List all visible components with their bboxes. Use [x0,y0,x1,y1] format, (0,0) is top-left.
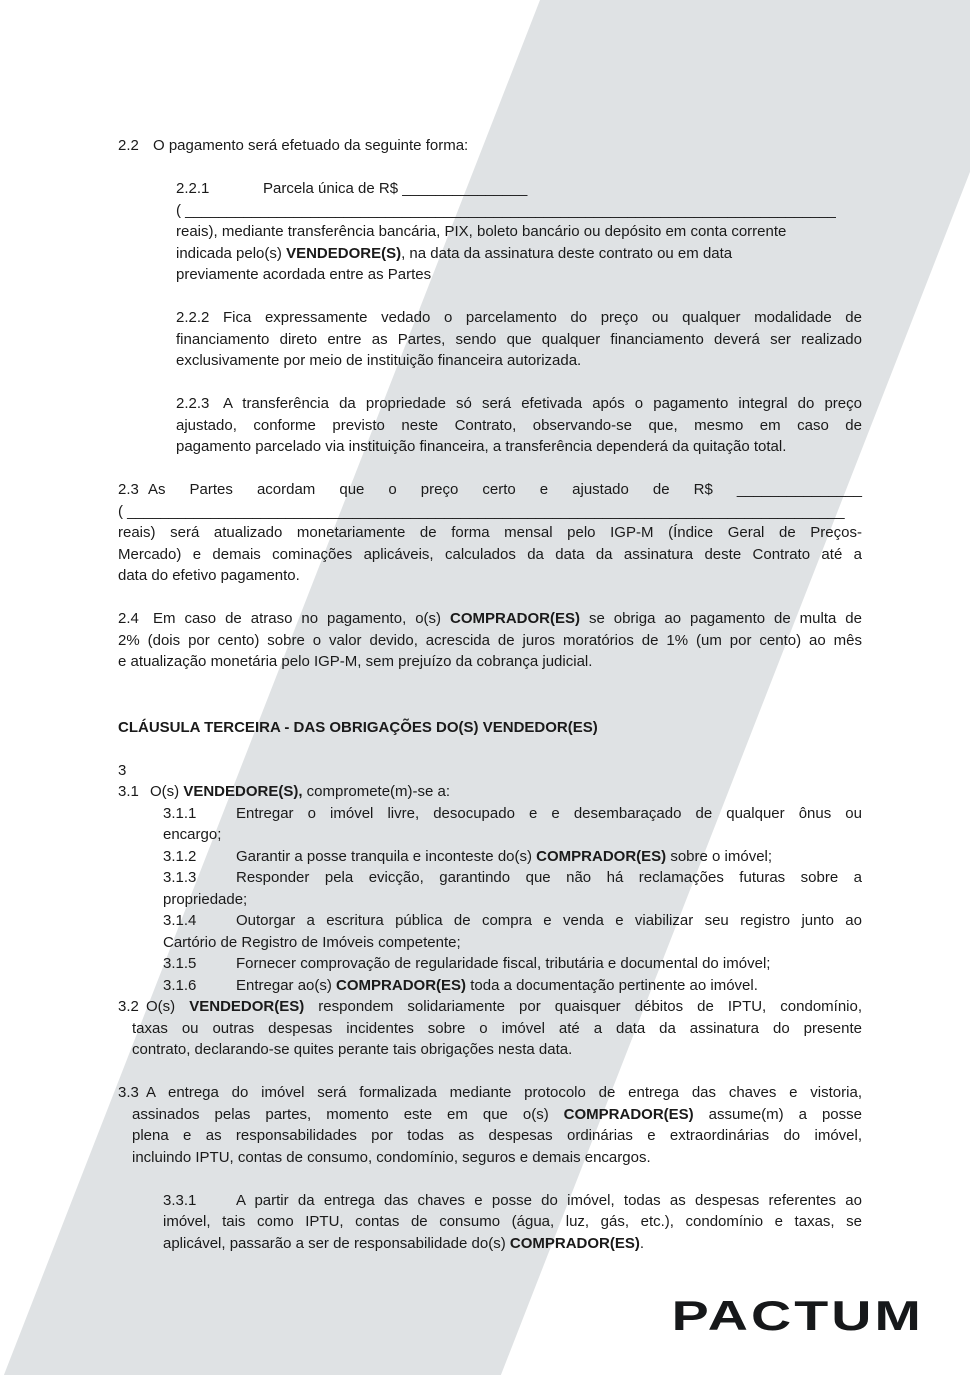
clause-number: 3.1.2 [163,847,197,865]
text-line: 3.1.5 Fornecer comprovação de regularidade fiscal, tributária e documental do imóvel; [163,953,862,975]
emphasis-text: COMPRADOR(ES) [509,1234,640,1252]
clause-2-2-3 [176,393,862,458]
text-line: 3 [118,761,127,779]
clause-number: 2.2.3 [176,395,210,412]
clause-2-2-1 [176,178,862,286]
clause-number: 3.3.1 [163,1191,197,1209]
clause-number: 3.1 [118,783,139,800]
text-line: 3.3.1 A partir da entrega das chaves e posse do imóvel, todas as despesas referentes ao [163,1190,862,1212]
text-line: taxas ou outras despesas incidentes sobre o imóvel até a data da assinatura do presente [132,1019,862,1037]
clause-number: 2.3 [118,481,139,498]
clause-number: 3.1.6 [163,976,197,994]
clause-3-1-2 [163,846,862,868]
text-line: previamente acordada entre as Partes [176,266,432,283]
emphasis-text: COMPRADOR(ES) [536,847,667,865]
text-line: 3.1.4 Outorgar a escritura pública de compra e venda e viabilizar seu registro junto ao [163,910,862,932]
emphasis-text: VENDEDORE(S), [183,783,303,800]
clause-number: 2.2 [118,137,139,154]
clause-3-heading [118,717,862,739]
text-line: 2.3 As Partes acordam que o preço certo e ajustado de R$ _______________ [118,479,862,501]
clause-3-1-6 [163,975,862,997]
emphasis-text: VENDEDOR(ES) [189,998,305,1015]
clause-3-1-4 [163,910,862,953]
text-line: imóvel, tais como IPTU, contas de consumo (água, luz, gás, etc.), condomínio e taxas, se [163,1213,862,1230]
text-line: 2.2 O pagamento será efetuado da seguinte forma: [118,135,862,157]
text-line: 3.1.2 Garantir a posse tranquila e inconteste do(s) COMPRADOR(ES) sobre o imóvel; [163,846,862,868]
clause-3-1-3 [163,867,862,910]
clause-2-2-2 [176,307,862,372]
text-line: financiamento direto entre as Partes, sendo que qualquer financiamento deverá ser realizado [176,330,862,348]
clause-number: 3.1.3 [163,869,197,886]
text-line: 2.2.1 Parcela única de R$ _______________ [176,178,862,200]
clause-3-1-5 [163,953,862,975]
clause-number: 3.1.1 [163,804,197,822]
text-line: propriedade; [163,890,248,908]
text-line: 3.2 O(s) VENDEDOR(ES) respondem solidariamente por quaisquer débitos de IPTU, condomínio, [132,996,862,1018]
text-line: 2.2.3 A transferência da propriedade só será efetivada após o pagamento integral do preço [176,393,862,415]
clause-3-1 [118,781,862,803]
emphasis-text: COMPRADOR(ES) [336,976,467,994]
text-line: 3.3 A entrega do imóvel será formalizada mediante protocolo de entrega das chaves e vistoria, [132,1082,862,1104]
text-line: 2.2.2 Fica expressamente vedado o parcelamento do preço ou qualquer modalidade de [176,307,862,329]
emphasis-text: VENDEDORE(S) [286,244,402,262]
clause-number: 3.2 [118,998,139,1015]
clause-3-1-1 [163,803,862,846]
emphasis-text: COMPRADOR(ES) [449,610,580,627]
text-line: Mercado) e demais cominações aplicáveis, calculados da data da assinatura deste Contrato até a [118,545,862,563]
clause-number: 3.1.4 [163,912,197,929]
text-line: Cartório de Registro de Imóveis competente; [163,933,461,951]
clause-2-2 [118,135,862,157]
clause-3-3 [118,1082,862,1168]
text-line: 3.1 O(s) VENDEDORE(S), compromete(m)-se a: [118,781,862,803]
text-line: contrato, declarando-se quites perante tais obrigações nesta data. [132,1041,573,1058]
emphasis-text: COMPRADOR(ES) [563,1105,694,1123]
text-line: ajustado, conforme previsto neste Contrato, observando-se que, mesmo em caso de [176,416,862,434]
text-line: 2% (dois por cento) sobre o valor devido, acrescida de juros moratórios de 1% (um por cento) ao mês [118,631,862,649]
text-line: indicada pelo(s) VENDEDORE(S), na data da assinatura deste contrato ou em data [176,244,733,262]
clause-number: 2.4 [118,610,139,627]
text-line: ( ______________________________________________________________________________ [176,201,836,219]
clause-2-4 [118,608,862,673]
text-line: ( ______________________________________________________________________________________ [118,502,845,520]
clause-number: 2.2.2 [176,309,210,326]
text-line: assinados pelas partes, momento este em que o(s) COMPRADOR(ES) assume(m) a posse [132,1105,862,1123]
clause-number: 3.3 [118,1084,139,1101]
clause-3-number [118,760,862,782]
text-line: 3.1.3 Responder pela evicção, garantindo que não há reclamações futuras sobre a [163,867,862,889]
text-line: reais) será atualizado monetariamente de forma mensal pelo IGP-M (Índice Geral de Preços- [118,524,862,541]
text-line: reais), mediante transferência bancária, PIX, boleto bancário ou depósito em conta corrente [176,223,787,240]
clause-3-3-1 [163,1190,862,1255]
text-line: aplicável, passarão a ser de responsabilidade do(s) COMPRADOR(ES). [163,1234,645,1252]
text-line: plena e as responsabilidades por todas as despesas ordinárias e extraordinárias do imóvel, [132,1127,862,1144]
text-line: e atualização monetária pelo IGP-M, sem prejuízo da cobrança judicial. [118,653,593,670]
text-line: pagamento parcelado via instituição financeira, a transferência dependerá da quitação total. [176,438,787,455]
clause-2-3 [118,479,862,587]
text-line: exclusivamente por meio de instituição financeira autorizada. [176,352,582,369]
text-line: 3.1.6 Entregar ao(s) COMPRADOR(ES) toda a documentação pertinente ao imóvel. [163,975,862,997]
text-line: 3.1.1 Entregar o imóvel livre, desocupado e e desembaraçado de qualquer ônus ou [163,803,862,825]
pactum-logo: PACTUM [671,1292,924,1340]
clause-number: 2.2.1 [176,180,210,197]
text-line: encargo; [163,826,222,843]
clause-number: 3.1.5 [163,955,197,972]
text-line: CLÁUSULA TERCEIRA - DAS OBRIGAÇÕES DO(S) VENDEDOR(ES) [118,718,598,736]
text-line: incluindo IPTU, contas de consumo, condomínio, seguros e demais encargos. [132,1148,651,1166]
text-line: data do efetivo pagamento. [118,567,300,584]
text-line: 2.4 Em caso de atraso no pagamento, o(s) COMPRADOR(ES) se obriga ao pagamento de multa de [118,608,862,630]
clause-3-2 [118,996,862,1061]
